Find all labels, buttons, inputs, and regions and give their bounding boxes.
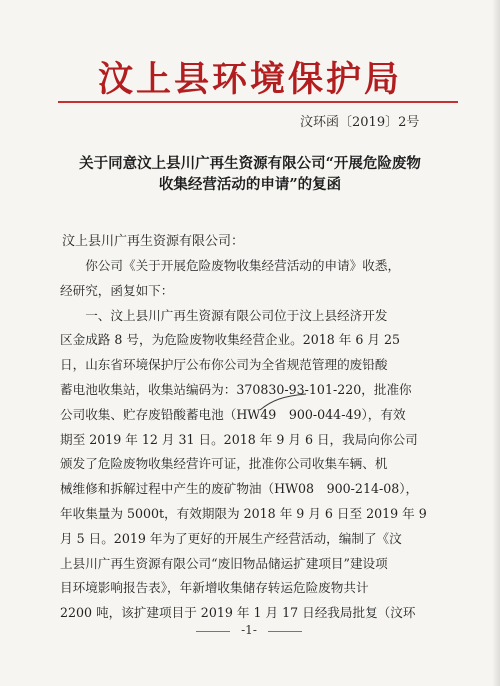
body-line: 月 5 日。2019 年为了更好的开展生产经营活动，编制了《汶 — [60, 530, 402, 546]
reply-title-line-2: 收集经营活动的申请”的复函 — [158, 176, 342, 193]
body-line: 年收集量为 5000t，有效期限为 2018 年 9 月 6 日至 2019 年 9 — [60, 505, 427, 521]
body-line: 区金成路 8 号，为危险废物收集经营企业。2018 年 6 月 25 — [60, 332, 400, 348]
reply-title-line-1: 关于同意汶上县川广再生资源有限公司“开展危险废物 — [79, 155, 421, 172]
document-number: 汶环函〔2019〕2号 — [300, 115, 420, 130]
body-line: 上县川广再生资源有限公司“废旧物品储运扩建项目”建设项 — [60, 555, 388, 571]
addressee: 汶上县川广再生资源有限公司： — [62, 234, 245, 249]
letterhead-title: 汶上县环境保护局 — [97, 59, 402, 100]
body-line: 目环境影响报告表》，年新增收集储存转运危险废物共计 — [60, 580, 369, 596]
body-line: 2200 吨，该扩建项目于 2019 年 1 月 17 日经我局批复（汶环 — [60, 605, 416, 621]
body-line: 日，山东省环境保护厅公布你公司为全省规范管理的废铅酸 — [60, 357, 388, 373]
body-line: 颁发了危险废物收集经营许可证，批准你公司收集车辆、机 — [60, 456, 388, 472]
footer-rule-right — [268, 631, 302, 632]
body-line: 你公司《关于开展危险废物收集经营活动的申请》收悉， — [60, 258, 401, 273]
body-text — [60, 254, 440, 626]
body-line: 蓄电池收集站，收集站编码为：370830-93-101-220，批准你 — [60, 381, 412, 397]
body-line: 期至 2019 年 12 月 31 日。2018 年 9 月 6 日，我局向你公司 — [60, 431, 418, 447]
body-line: 经研究，函复如下： — [60, 282, 174, 298]
page-number: -1- — [241, 623, 257, 637]
footer-rule-left — [196, 631, 230, 632]
letterhead-red-rule — [58, 101, 458, 103]
body-line: 械维修和拆解过程中产生的废矿物油（HW08 900-214-08）， — [60, 481, 419, 497]
body-line: 一、汶上县川广再生资源有限公司位于汶上县经济开发 — [60, 307, 388, 323]
body-line: 公司收集、贮存废铅酸蓄电池（HW49 900-044-49），有效 — [60, 406, 406, 422]
pen-mark-icon — [258, 392, 308, 414]
